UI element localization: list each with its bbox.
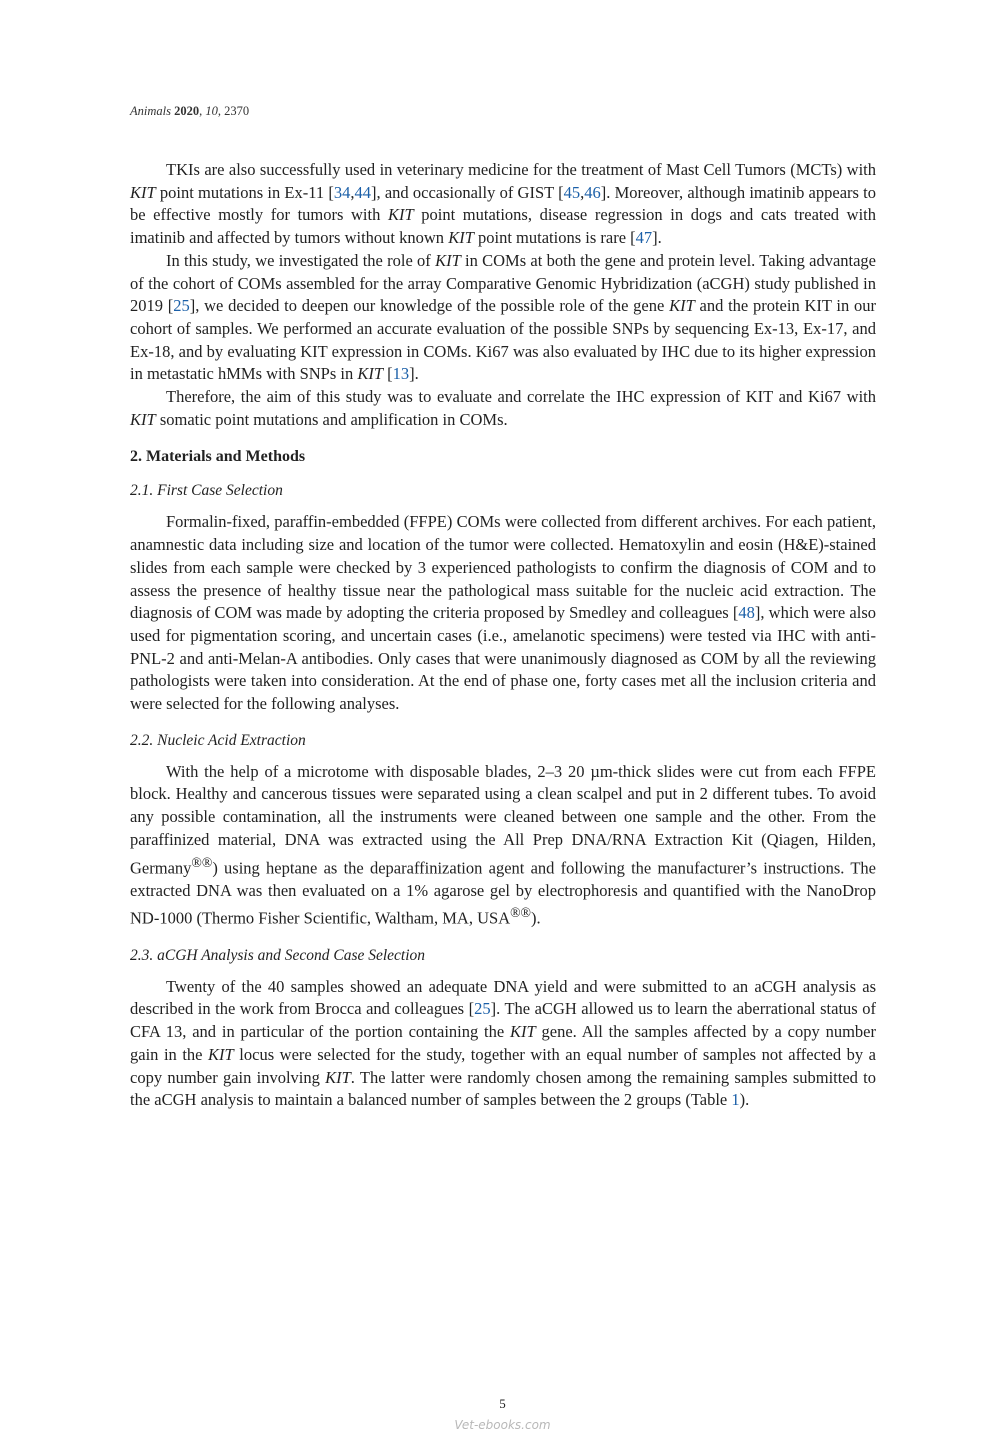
paragraph-tki: TKIs are also successfully used in veterinary medicine for the treatment of Mast Cell Tumors (MCTs) with KIT point mutations in Ex-11 [34,44], and occasionally of GIST [45,46]. Moreover, although imatinib appears to be effective mostly for tumors with KIT point mutations, disease regression in dogs and cats treated with imatinib and affected by tumors without known KIT point mutations is rare [47].	[130, 160, 876, 248]
subsection-heading: 2.1. First Case Selection	[130, 482, 283, 500]
article-body	[130, 159, 876, 1112]
citation-link[interactable]: 25	[173, 296, 190, 316]
journal-name: Animals	[130, 104, 171, 118]
subsection-heading: 2.2. Nucleic Acid Extraction	[130, 731, 306, 749]
article-number: , 2370	[217, 104, 250, 118]
citation-link[interactable]: 46	[584, 182, 601, 202]
section-heading: 2. Materials and Methods	[130, 448, 306, 466]
citation-link[interactable]: 25	[474, 999, 491, 1019]
citation-link[interactable]: 45	[563, 182, 581, 202]
watermark-logo: Vet-ebooks.com	[454, 1418, 551, 1432]
paragraph-case-selection: Formalin-fixed, paraffin-embedded (FFPE) COMs were collected from different archives. For each patient, anamnestic data including size and location of the tumor were collected. Hematoxylin and eosin (H&E)-stained slides from each sample were checked by 3 experienced pathologists to confirm the diagnosis of COM and to assess the presence of healthy tissue near the pathological mass suitable for the nucleic acid extraction. The diagnosis of COM was made by adopting the criteria proposed by Smedley and colleagues [48], which were also used for pigmentation scoring, and uncertain cases (i.e., amelanotic specimens) were tested via IHC with anti-PNL-2 and anti-Melan-A antibodies. Only cases that were unanimously diagnosed as COM by all the reviewing pathologists were taken into consideration. At the end of phase one, forty cases met all the inclusion criteria and were selected for the following analyses.	[130, 512, 876, 714]
journal-volume: 10	[205, 104, 218, 118]
citation-link[interactable]: 47	[635, 228, 653, 248]
subsection-heading: 2.3. aCGH Analysis and Second Case Selection	[130, 946, 426, 964]
paragraph-extraction: With the help of a microtome with disposable blades, 2–3 20 µm-thick slides were cut from each FFPE block. Healthy and cancerous tissues were separated using a clean scalpel and put in 2 different tubes. To avoid any possible contamination, all the instruments were cleaned between one sample and the other. From the paraffinized material, DNA was extracted using the All Prep DNA/RNA Extraction Kit (Qiagen, Hilden, Germany®®) using heptane as the deparaffinization agent and following the manufacturer’s instructions. The extracted DNA was then evaluated on a 1% agarose gel by electrophoresis and quantified with the NanoDrop ND-1000 (Thermo Fisher Scientific, Waltham, MA, USA®®).	[130, 761, 876, 928]
citation-link[interactable]: 13	[392, 364, 410, 384]
page-number: 5	[499, 1396, 506, 1411]
citation-link[interactable]: 44	[354, 182, 371, 202]
running-header: Animals 2020, 10, 2370	[130, 104, 250, 118]
citation-link[interactable]: 34	[333, 182, 351, 202]
paragraph-aim: Therefore, the aim of this study was to evaluate and correlate the IHC expression of KIT and Ki67 with KIT somatic point mutations and amplification in COMs.	[130, 387, 876, 429]
journal-year: 2020	[174, 104, 200, 118]
table-link[interactable]: 1	[731, 1090, 740, 1110]
paragraph-acgh: Twenty of the 40 samples showed an adequate DNA yield and were submitted to an aCGH analysis as described in the work from Brocca and colleagues [25]. The aCGH allowed us to learn the aberrational status of CFA 13, and in particular of the portion containing the KIT gene. All the samples affected by a copy number gain in the KIT locus were selected for the study, together with an equal number of samples not affected by a copy number gain involving KIT. The latter were randomly chosen among the remaining samples submitted to the aCGH analysis to maintain a balanced number of samples between the 2 groups (Table 1).	[130, 976, 876, 1110]
paragraph-study: In this study, we investigated the role of KIT in COMs at both the gene and protein level. Taking advantage of the cohort of COMs assembled for the array Comparative Genomic Hybridization (aCGH) study published in 2019 [25], we decided to deepen our knowledge of the possible role of the gene KIT and the protein KIT in our cohort of samples. We performed an accurate evaluation of the possible SNPs by sequencing Ex-13, Ex-17, and Ex-18, and by evaluating KIT expression in COMs. Ki67 was also evaluated by IHC due to its higher expression in metastatic hMMs with SNPs in KIT [13].	[130, 250, 876, 384]
citation-link[interactable]: 48	[738, 603, 755, 623]
